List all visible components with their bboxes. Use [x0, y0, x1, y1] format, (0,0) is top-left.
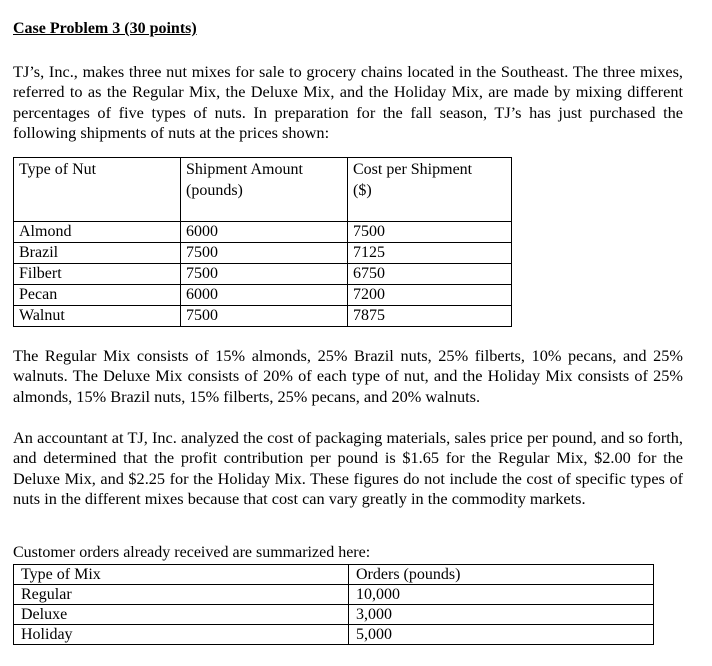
cell-mix: Regular	[14, 585, 349, 605]
table-header-row	[14, 158, 512, 222]
mix-composition-paragraph: The Regular Mix consists of 15% almonds, 25% Brazil nuts, 25% filberts, 10% pecans, and 25% walnuts. The Deluxe Mix consists of 20% of each type of nut, and the Holiday Mix consists of 25% almonds, 15% Brazil nuts, 15% filberts, 25% pecans, and 20% walnuts.	[13, 346, 683, 406]
cell-nut: Almond	[14, 222, 181, 243]
intro-paragraph: TJ’s, Inc., makes three nut mixes for sale to grocery chains located in the Southeast. The three mixes, referred to as the Regular Mix, the Deluxe Mix, and the Holiday Mix, are made by mixing different percentages of five types of nuts. In preparation for the fall season, TJ’s has just purchased the following shipments of nuts at the prices shown:	[13, 62, 683, 143]
accountant-paragraph: An accountant at TJ, Inc. analyzed the cost of packaging materials, sales price per pound, and so forth, and determined that the profit contribution per pound is $1.65 for the Regular Mix, $2.00 for the Deluxe Mix, and $2.25 for the Holiday Mix. These figures do not include the cost of specific types of nuts in the different mixes because that cost can vary greatly in the commodity markets.	[13, 428, 683, 509]
table-row	[14, 285, 512, 306]
header-type-of-nut: Type of Nut	[14, 158, 181, 222]
table-row	[14, 243, 512, 264]
cell-orders: 3,000	[349, 605, 654, 625]
cell-amount: 7500	[181, 306, 348, 327]
table-row	[14, 625, 654, 645]
table-row	[14, 306, 512, 327]
cell-mix: Holiday	[14, 625, 349, 645]
cell-cost: 7500	[348, 222, 512, 243]
cell-amount: 6000	[181, 222, 348, 243]
table-row	[14, 264, 512, 285]
cell-amount: 7500	[181, 243, 348, 264]
table-header-row	[14, 565, 654, 585]
header-orders: Orders (pounds)	[349, 565, 654, 585]
header-shipment-amount: Shipment Amount (pounds)	[181, 158, 348, 222]
orders-caption: Customer orders already received are summarized here:	[13, 544, 371, 561]
table-row	[14, 605, 654, 625]
cell-amount: 7500	[181, 264, 348, 285]
shipments-table	[13, 157, 512, 327]
cell-orders: 5,000	[349, 625, 654, 645]
cell-mix: Deluxe	[14, 605, 349, 625]
cell-cost: 7125	[348, 243, 512, 264]
cell-cost: 7200	[348, 285, 512, 306]
header-type-of-mix: Type of Mix	[14, 565, 349, 585]
orders-table	[13, 564, 654, 645]
page-title: Case Problem 3 (30 points)	[13, 20, 197, 37]
cell-nut: Pecan	[14, 285, 181, 306]
cell-nut: Brazil	[14, 243, 181, 264]
cell-orders: 10,000	[349, 585, 654, 605]
cell-cost: 6750	[348, 264, 512, 285]
cell-cost: 7875	[348, 306, 512, 327]
table-row	[14, 222, 512, 243]
cell-nut: Filbert	[14, 264, 181, 285]
cell-nut: Walnut	[14, 306, 181, 327]
header-cost-per-shipment: Cost per Shipment ($)	[348, 158, 512, 222]
table-row	[14, 585, 654, 605]
cell-amount: 6000	[181, 285, 348, 306]
